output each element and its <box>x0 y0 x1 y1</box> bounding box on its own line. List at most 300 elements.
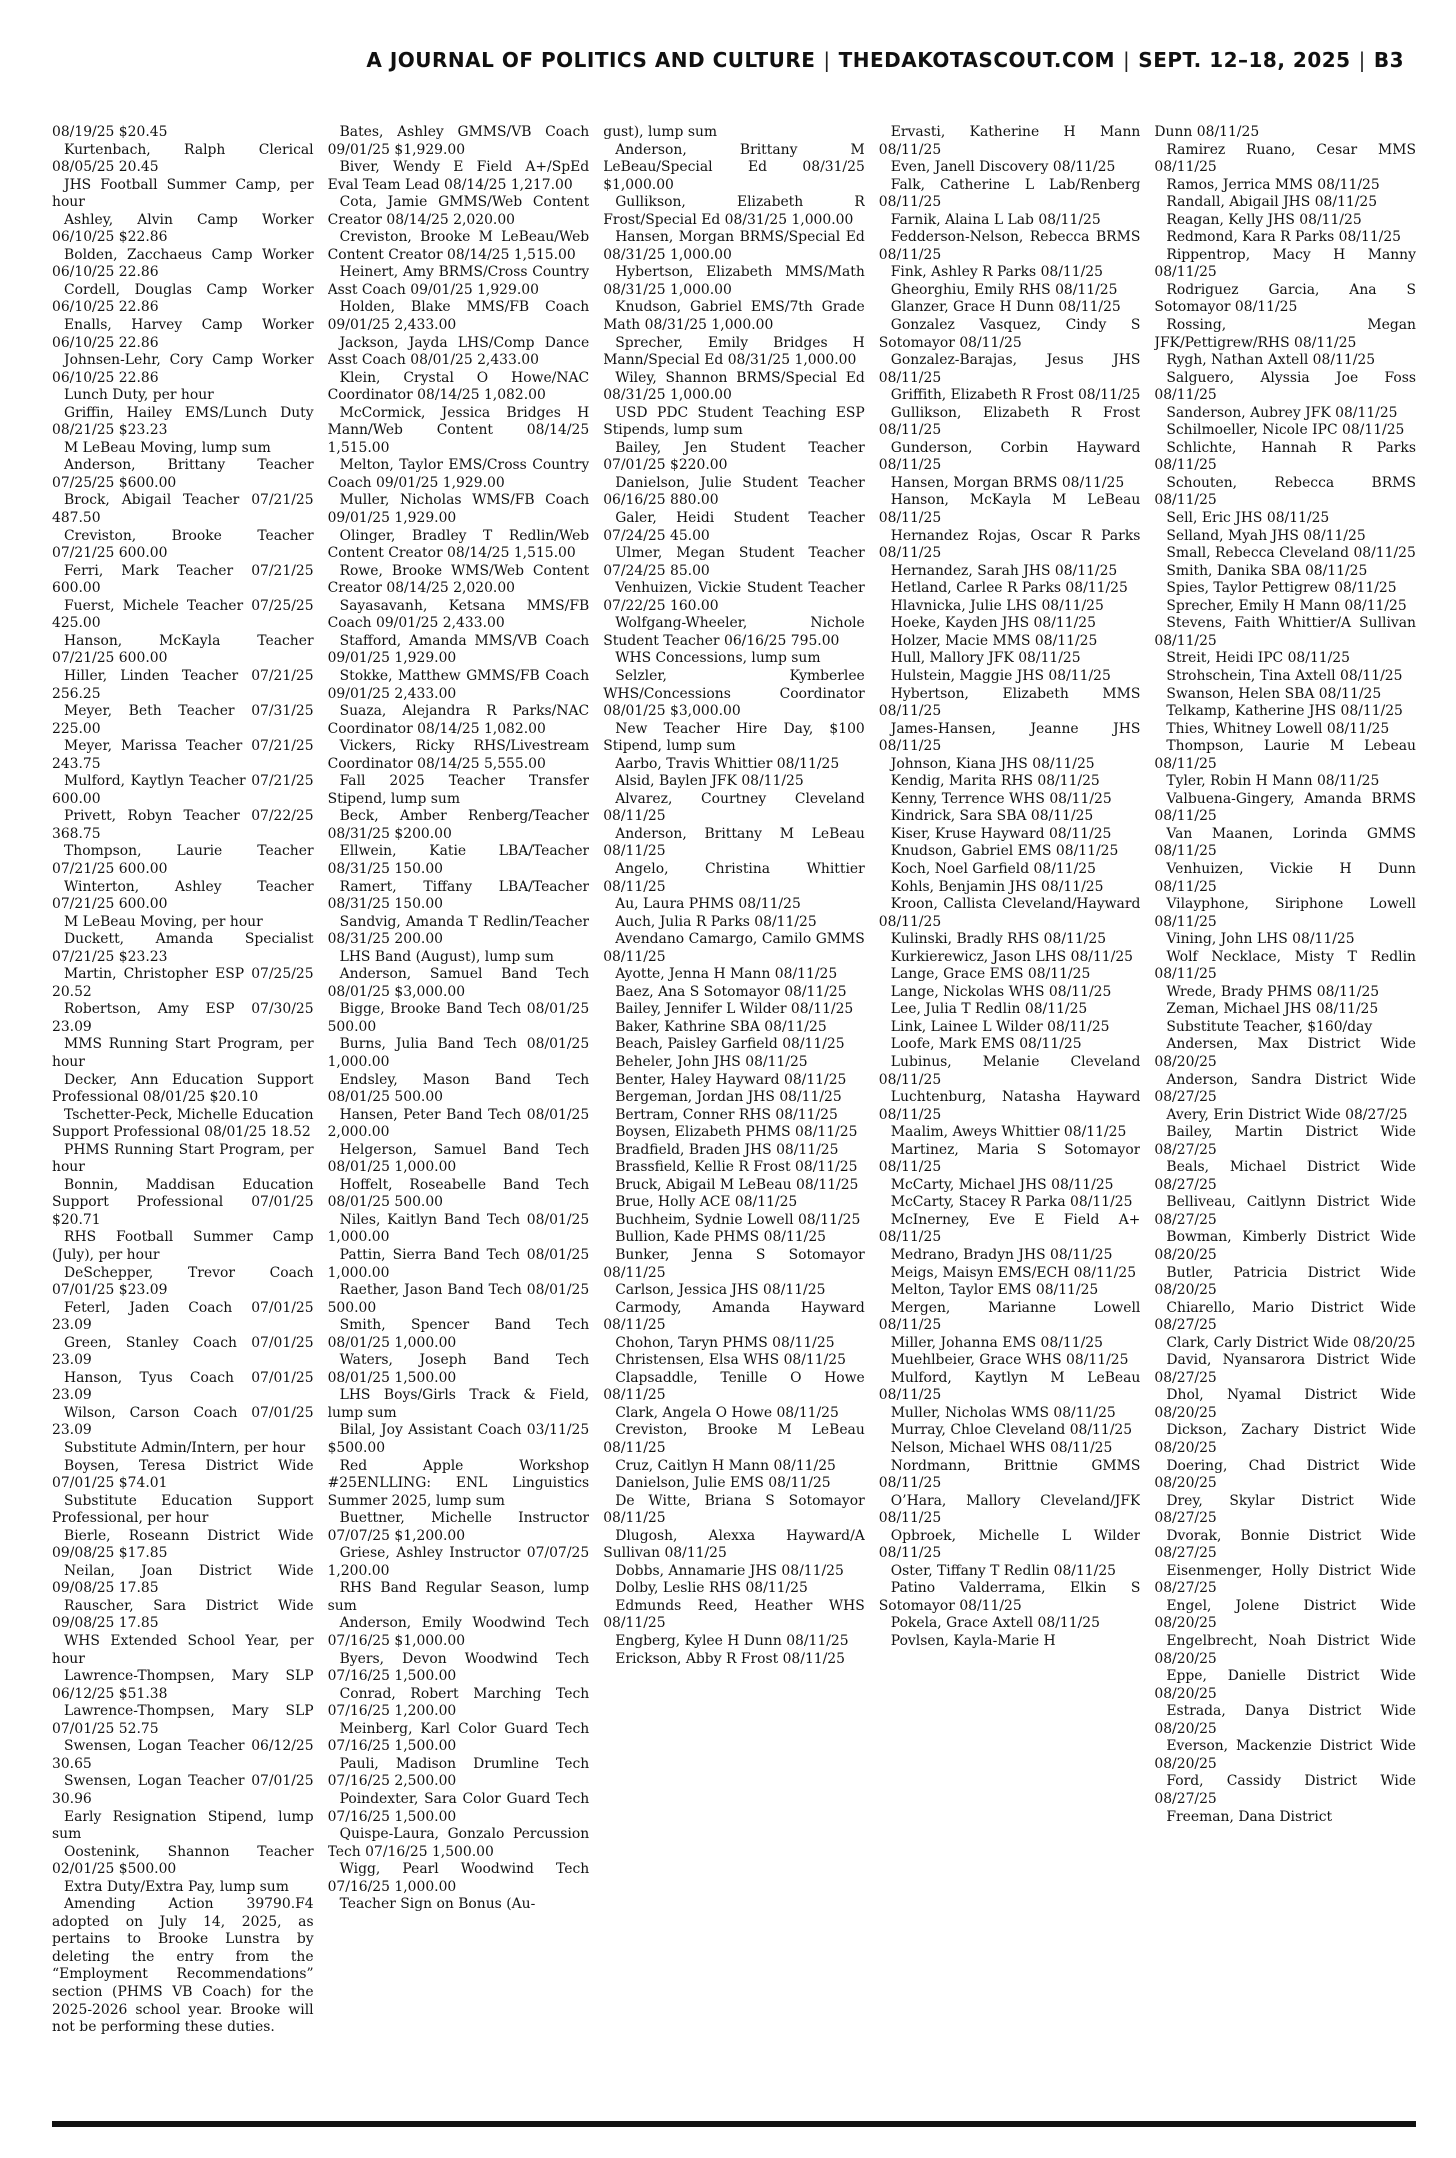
list-entry: Lange, Nickolas WHS 08/11/25 <box>890 983 1112 1000</box>
list-entry: Telkamp, Katherine JHS 08/11/25 <box>1166 703 1403 720</box>
list-entry: Boysen, Elizabeth PHMS 08/11/25 <box>615 1124 858 1141</box>
list-entry: Robertson, Amy ESP 07/30/25 23.09 <box>52 1001 314 1035</box>
list-entry: Ulmer, Megan Student Teacher 07/24/25 85.00 <box>603 545 865 579</box>
list-entry: Redmond, Kara R Parks 08/11/25 <box>1166 229 1402 246</box>
list-entry: McCormick, Jessica Bridges H Mann/Web Content 08/14/25 1,515.00 <box>327 404 590 456</box>
list-entry: Thompson, Laurie Teacher 07/21/25 600.00 <box>52 843 314 877</box>
list-entry: Everson, Mackenzie District Wide 08/20/25 <box>1154 1738 1416 1772</box>
list-entry: Reagan, Kelly JHS 08/11/25 <box>1166 211 1362 228</box>
list-entry: Lange, Grace EMS 08/11/25 <box>890 966 1091 983</box>
list-entry: Chiarello, Mario District Wide 08/27/25 <box>1154 1299 1416 1334</box>
list-entry: Smith, Danika SBA 08/11/25 <box>1166 562 1368 579</box>
list-entry: Holzer, Macie MMS 08/11/25 <box>890 632 1098 649</box>
list-entry: Hansen, Morgan BRMS/Special Ed 08/31/25 1,000.00 <box>603 229 865 263</box>
list-entry: Freeman, Dana District <box>1166 1808 1333 1825</box>
list-entry: Meigs, Maisyn EMS/ECH 08/11/25 <box>890 1264 1137 1281</box>
list-entry: Martinez, Maria S Sotomayor 08/11/25 <box>878 1141 1141 1176</box>
list-entry: Falk, Catherine L Lab/Renberg 08/11/25 <box>878 176 1141 211</box>
list-entry: Engberg, Kylee H Dunn 08/11/25 <box>615 1633 849 1650</box>
list-entry: Privett, Robyn Teacher 07/22/25 368.75 <box>52 808 314 842</box>
list-entry: Oostenink, Shannon Teacher 02/01/25 $500.00 <box>52 1843 314 1878</box>
list-entry: Red Apple Workshop #25ENLLING: ENL Linguistics Summer 2025, lump sum <box>327 1457 590 1509</box>
list-entry: Bilal, Joy Assistant Coach 03/11/25 $500.00 <box>327 1422 590 1457</box>
list-entry: Galer, Heidi Student Teacher 07/24/25 45.00 <box>603 510 865 544</box>
list-entry: Substitute Admin/Intern, per hour <box>64 1440 306 1457</box>
list-entry: Fedderson-Nelson, Rebecca BRMS 08/11/25 <box>878 229 1141 263</box>
list-entry: O’Hara, Mallory Cleveland/JFK 08/11/25 <box>878 1492 1141 1527</box>
list-entry: Au, Laura PHMS 08/11/25 <box>615 896 801 913</box>
list-entry: Helgerson, Samuel Band Tech 08/01/25 1,000.00 <box>327 1141 590 1176</box>
list-entry: Gunderson, Corbin Hayward 08/11/25 <box>878 439 1141 474</box>
list-entry: Cordell, Douglas Camp Worker 06/10/25 22.86 <box>52 281 314 316</box>
list-entry: Strohschein, Tina Axtell 08/11/25 <box>1166 667 1403 684</box>
list-entry: Pattin, Sierra Band Tech 08/01/25 1,000.00 <box>327 1247 590 1281</box>
list-entry: Andersen, Max District Wide 08/20/25 <box>1154 1036 1416 1070</box>
list-entry: Rowe, Brooke WMS/Web Content Creator 08/14/25 2,020.00 <box>327 562 590 597</box>
list-entry: Link, Lainee L Wilder 08/11/25 <box>890 1018 1110 1035</box>
list-entry: Bailey, Martin District Wide 08/27/25 <box>1154 1124 1416 1158</box>
list-entry: Thies, Whitney Lowell 08/11/25 <box>1166 720 1390 737</box>
list-entry: Muller, Nicholas WMS 08/11/25 <box>890 1404 1116 1421</box>
list-entry: Teacher Sign on Bonus (Au- <box>339 1896 536 1913</box>
list-entry: Angelo, Christina Whittier 08/11/25 <box>603 860 865 895</box>
list-entry: Hansen, Peter Band Tech 08/01/25 2,000.00 <box>327 1106 590 1141</box>
column-3 <box>603 124 865 2114</box>
list-entry: Tschetter-Peck, Michelle Education Support Professional 08/01/25 18.52 <box>52 1106 314 1141</box>
list-entry: Vickers, Ricky RHS/Livestream Coordinator 08/14/25 5,555.00 <box>327 738 590 772</box>
list-entry: Mergen, Marianne Lowell 08/11/25 <box>878 1299 1141 1334</box>
list-entry: Benter, Haley Hayward 08/11/25 <box>615 1071 847 1088</box>
list-entry: Amending Action 39790.F4 adopted on July 14, 2025, as pertains to Brooke Lunstra by deleting the entry from the “Employment Recommendations” section (PHMS VB Coach) for the 2025-2026 school year. Brooke will not be performing these duties. <box>52 1896 314 2036</box>
list-entry: Venhuizen, Vickie Student Teacher 07/22/25 160.00 <box>603 580 865 614</box>
list-entry: Knudson, Gabriel EMS/7th Grade Math 08/31/25 1,000.00 <box>603 299 865 334</box>
list-entry: Christensen, Elsa WHS 08/11/25 <box>615 1352 846 1369</box>
list-entry: Spies, Taylor Pettigrew 08/11/25 <box>1166 580 1397 597</box>
list-entry: Anderson, Samuel Band Tech 08/01/25 $3,000.00 <box>327 966 590 1000</box>
list-entry: Kroon, Callista Cleveland/Hayward 08/11/25 <box>878 896 1141 930</box>
list-entry: Bertram, Conner RHS 08/11/25 <box>615 1106 838 1123</box>
list-entry: Danielson, Julie Student Teacher 06/16/25 880.00 <box>603 474 865 509</box>
list-entry: Van Maanen, Lorinda GMMS 08/11/25 <box>1154 825 1416 860</box>
list-entry: Hoffelt, Roseabelle Band Tech 08/01/25 500.00 <box>327 1176 590 1211</box>
list-entry: Bailey, Jen Student Teacher 07/01/25 $220.00 <box>603 439 865 474</box>
list-entry: Engel, Jolene District Wide 08/20/25 <box>1154 1597 1416 1632</box>
list-entry: Gheorghiu, Emily RHS 08/11/25 <box>890 281 1118 298</box>
list-entry: Bates, Ashley GMMS/VB Coach 09/01/25 $1,929.00 <box>327 124 590 158</box>
list-entry: Hoeke, Kayden JHS 08/11/25 <box>890 615 1096 632</box>
list-entry: Griffith, Elizabeth R Frost 08/11/25 <box>890 387 1141 404</box>
list-entry: Nordmann, Brittnie GMMS 08/11/25 <box>878 1457 1141 1492</box>
list-entry: Dobbs, Annamarie JHS 08/11/25 <box>615 1562 844 1579</box>
list-entry: Raether, Jason Band Tech 08/01/25 500.00 <box>327 1282 590 1316</box>
journal-title: A JOURNAL OF POLITICS AND CULTURE <box>366 48 816 72</box>
list-entry: Beals, Michael District Wide 08/27/25 <box>1154 1159 1416 1193</box>
list-entry: Muller, Nicholas WMS/FB Coach 09/01/25 1,929.00 <box>327 492 590 527</box>
list-entry: Brue, Holly ACE 08/11/25 <box>615 1194 798 1211</box>
issue-date: SEPT. 12–18, 2025 <box>1138 48 1351 72</box>
list-entry: Decker, Ann Education Support Professional 08/01/25 $20.10 <box>52 1071 314 1106</box>
list-entry: Opbroek, Michelle L Wilder 08/11/25 <box>878 1527 1141 1562</box>
list-entry: Beheler, John JHS 08/11/25 <box>615 1053 808 1070</box>
list-entry: Tyler, Robin H Mann 08/11/25 <box>1166 773 1380 790</box>
list-entry: Alvarez, Courtney Cleveland 08/11/25 <box>603 790 865 825</box>
list-entry: 08/19/25 $20.45 <box>52 124 168 140</box>
list-entry: Wolf Necklace, Misty T Redlin 08/11/25 <box>1154 948 1416 983</box>
list-entry: Baker, Kathrine SBA 08/11/25 <box>615 1018 827 1035</box>
list-entry: Boysen, Teresa District Wide 07/01/25 $74.01 <box>52 1457 314 1492</box>
list-entry: M LeBeau Moving, per hour <box>64 913 263 930</box>
list-entry: Schilmoeller, Nicole IPC 08/11/25 <box>1166 422 1405 439</box>
list-entry: USD PDC Student Teaching ESP Stipends, lump sum <box>603 404 865 439</box>
list-entry: Gonzalez Vasquez, Cindy S Sotomayor 08/11/25 <box>878 317 1141 351</box>
list-entry: David, Nyansarora District Wide 08/27/25 <box>1154 1352 1416 1386</box>
list-entry: Niles, Kaitlyn Band Tech 08/01/25 1,000.00 <box>327 1211 590 1246</box>
site-name: THEDAKOTASCOUT.COM <box>838 48 1116 72</box>
list-entry: Estrada, Danya District Wide 08/20/25 <box>1154 1703 1416 1737</box>
list-entry: Brock, Abigail Teacher 07/21/25 487.50 <box>52 492 314 527</box>
list-entry: Sprecher, Emily Bridges H Mann/Special Ed 08/31/25 1,000.00 <box>603 334 865 369</box>
list-entry: Kenny, Terrence WHS 08/11/25 <box>890 790 1112 807</box>
list-entry: Danielson, Julie EMS 08/11/25 <box>615 1475 831 1492</box>
list-entry: Eisenmenger, Holly District Wide 08/27/25 <box>1154 1562 1416 1597</box>
list-entry: Anderson, Emily Woodwind Tech 07/16/25 $1,000.00 <box>327 1615 590 1650</box>
list-entry: Rodriguez Garcia, Ana S Sotomayor 08/11/25 <box>1154 281 1416 316</box>
list-entry: Schlichte, Hannah R Parks 08/11/25 <box>1154 439 1416 474</box>
list-entry: Rygh, Nathan Axtell 08/11/25 <box>1166 352 1376 369</box>
header-separator: | <box>823 48 831 72</box>
list-entry: Engelbrecht, Noah District Wide 08/20/25 <box>1154 1633 1416 1667</box>
list-entry: Dlugosh, Alexxa Hayward/A Sullivan 08/11/25 <box>603 1527 865 1562</box>
list-entry: Nelson, Michael WHS 08/11/25 <box>890 1440 1113 1457</box>
list-entry: Buettner, Michelle Instructor 07/07/25 $1,200.00 <box>327 1510 590 1544</box>
list-entry: Creviston, Brooke Teacher 07/21/25 600.00 <box>52 527 314 562</box>
list-entry: Small, Rebecca Cleveland 08/11/25 <box>1166 545 1416 562</box>
list-entry: Hybertson, Elizabeth MMS/Math 08/31/25 1,000.00 <box>603 264 865 298</box>
list-entry: Dickson, Zachary District Wide 08/20/25 <box>1154 1422 1416 1457</box>
list-entry: Quispe-Laura, Gonzalo Percussion Tech 07/16/25 1,500.00 <box>327 1826 590 1860</box>
list-entry: Suaza, Alejandra R Parks/NAC Coordinator 08/14/25 1,082.00 <box>327 703 590 737</box>
footer-rule <box>52 2121 1416 2127</box>
list-entry: Extra Duty/Extra Pay, lump sum <box>64 1878 289 1895</box>
list-entry: Ferri, Mark Teacher 07/21/25 600.00 <box>52 562 314 597</box>
list-entry: Johnsen-Lehr, Cory Camp Worker 06/10/25 22.86 <box>52 352 314 386</box>
list-entry: Mulford, Kaytlyn Teacher 07/21/25 600.00 <box>52 773 314 807</box>
list-entry: Bierle, Roseann District Wide 09/08/25 $17.85 <box>52 1527 314 1562</box>
column-5 <box>1154 124 1416 2114</box>
list-entry: Buchheim, Sydnie Lowell 08/11/25 <box>615 1211 861 1228</box>
list-entry: Hetland, Carlee R Parks 08/11/25 <box>890 580 1128 597</box>
list-entry: Povlsen, Kayla-Marie H <box>890 1633 1056 1650</box>
list-entry: Enalls, Harvey Camp Worker 06/10/25 22.86 <box>52 317 314 351</box>
list-entry: LHS Band (August), lump sum <box>339 948 554 965</box>
list-entry: Wigg, Pearl Woodwind Tech 07/16/25 1,000.00 <box>327 1861 590 1895</box>
list-entry: Johnson, Kiana JHS 08/11/25 <box>890 755 1095 772</box>
list-entry: Anderson, Brittany M LeBeau 08/11/25 <box>603 825 865 860</box>
list-entry: Schouten, Rebecca BRMS 08/11/25 <box>1154 474 1416 509</box>
list-entry: Hernandez Rojas, Oscar R Parks 08/11/25 <box>878 527 1141 562</box>
list-entry: Sayasavanh, Ketsana MMS/FB Coach 09/01/25 2,433.00 <box>327 597 590 632</box>
list-entry: Fall 2025 Teacher Transfer Stipend, lump sum <box>327 773 590 807</box>
list-entry: Neilan, Joan District Wide 09/08/25 17.85 <box>52 1562 314 1597</box>
list-entry: Biver, Wendy E Field A+/SpEd Eval Team Lead 08/14/25 1,217.00 <box>327 159 590 193</box>
list-entry: Bolden, Zacchaeus Camp Worker 06/10/25 22.86 <box>52 246 314 281</box>
list-entry: Anderson, Brittany Teacher 07/25/25 $600.00 <box>52 457 314 491</box>
list-entry: Streit, Heidi IPC 08/11/25 <box>1166 650 1350 667</box>
list-entry: Substitute Teacher, $160/day <box>1166 1018 1373 1035</box>
list-entry: Kendig, Marita RHS 08/11/25 <box>890 773 1100 790</box>
list-entry: Duckett, Amanda Specialist 07/21/25 $23.23 <box>52 931 314 965</box>
list-entry: Green, Stanley Coach 07/01/25 23.09 <box>52 1334 314 1369</box>
list-entry: Even, Janell Discovery 08/11/25 <box>890 159 1116 176</box>
list-entry: McInerney, Eve E Field A+ 08/11/25 <box>878 1211 1141 1246</box>
list-entry: Wiley, Shannon BRMS/Special Ed 08/31/25 1,000.00 <box>603 369 865 404</box>
list-entry: Bunker, Jenna S Sotomayor 08/11/25 <box>603 1247 865 1281</box>
list-entry: Dunn 08/11/25 <box>1154 124 1260 140</box>
list-entry: Dolby, Leslie RHS 08/11/25 <box>615 1580 808 1597</box>
list-entry: Miller, Johanna EMS 08/11/25 <box>890 1334 1103 1351</box>
list-entry: Medrano, Bradyn JHS 08/11/25 <box>890 1247 1113 1263</box>
list-entry: Melton, Taylor EMS 08/11/25 <box>890 1282 1099 1299</box>
list-entry: Hull, Mallory JFK 08/11/25 <box>890 650 1081 667</box>
list-entry: Kulinski, Bradly RHS 08/11/25 <box>890 931 1107 948</box>
list-entry: Feterl, Jaden Coach 07/01/25 23.09 <box>52 1299 314 1334</box>
list-entry: Patino Valderrama, Elkin S Sotomayor 08/11/25 <box>878 1580 1141 1614</box>
page-header <box>0 48 1404 72</box>
list-entry: Griffin, Hailey EMS/Lunch Duty 08/21/25 $23.23 <box>52 404 314 439</box>
list-entry: Anderson, Brittany M LeBeau/Special Ed 08/31/25 $1,000.00 <box>603 141 865 193</box>
list-entry: Gullikson, Elizabeth R Frost 08/11/25 <box>878 404 1141 439</box>
list-entry: Vilayphone, Siriphone Lowell 08/11/25 <box>1154 896 1416 930</box>
list-entry: Lawrence-Thompsen, Mary SLP 07/01/25 52.75 <box>52 1703 314 1737</box>
list-entry: WHS Extended School Year, per hour <box>52 1633 314 1667</box>
list-entry: Baez, Ana S Sotomayor 08/11/25 <box>615 983 847 1000</box>
list-entry: Swanson, Helen SBA 08/11/25 <box>1166 685 1382 702</box>
list-entry: Bradfield, Braden JHS 08/11/25 <box>615 1141 839 1158</box>
list-entry: Clark, Angela O Howe 08/11/25 <box>615 1404 839 1421</box>
list-entry: Waters, Joseph Band Tech 08/01/25 1,500.00 <box>327 1352 590 1386</box>
list-entry: Endsley, Mason Band Tech 08/01/25 500.00 <box>327 1071 590 1106</box>
list-entry: Kindrick, Sara SBA 08/11/25 <box>890 808 1094 825</box>
list-entry: Hernandez, Sarah JHS 08/11/25 <box>890 562 1118 579</box>
page-number: B3 <box>1373 48 1404 72</box>
list-entry: Olinger, Bradley T Redlin/Web Content Creator 08/14/25 1,515.00 <box>327 527 590 562</box>
list-entry: RHS Band Regular Season, lump sum <box>327 1580 590 1614</box>
list-entry: Wilson, Carson Coach 07/01/25 23.09 <box>52 1404 314 1439</box>
list-entry: JHS Football Summer Camp, per hour <box>52 176 314 211</box>
list-entry: McCarty, Michael JHS 08/11/25 <box>890 1176 1114 1193</box>
list-entry: Byers, Devon Woodwind Tech 07/16/25 1,500.00 <box>327 1650 590 1685</box>
list-entry: Pokela, Grace Axtell 08/11/25 <box>890 1615 1100 1632</box>
column-1 <box>52 124 314 2114</box>
list-entry: Carlson, Jessica JHS 08/11/25 <box>615 1282 826 1299</box>
list-entry: Hanson, Tyus Coach 07/01/25 23.09 <box>52 1369 314 1404</box>
list-entry: Stokke, Matthew GMMS/FB Coach 09/01/25 2,433.00 <box>327 667 590 702</box>
list-entry: Fuerst, Michele Teacher 07/25/25 425.00 <box>52 597 314 632</box>
list-entry: Lubinus, Melanie Cleveland 08/11/25 <box>878 1053 1141 1088</box>
list-entry: Rippentrop, Macy H Manny 08/11/25 <box>1154 246 1416 281</box>
list-entry: Jackson, Jayda LHS/Comp Dance Asst Coach 08/01/25 2,433.00 <box>327 334 590 369</box>
list-entry: Vining, John LHS 08/11/25 <box>1166 931 1355 948</box>
list-entry: Hanson, McKayla M LeBeau 08/11/25 <box>878 492 1141 527</box>
list-entry: Kiser, Kruse Hayward 08/11/25 <box>890 825 1112 842</box>
list-entry: Hybertson, Elizabeth MMS 08/11/25 <box>878 685 1141 720</box>
list-entry: Stevens, Faith Whittier/A Sullivan 08/11/25 <box>1154 615 1416 649</box>
list-entry: New Teacher Hire Day, $100 Stipend, lump sum <box>603 720 865 755</box>
list-entry: Ramirez Ruano, Cesar MMS 08/11/25 <box>1154 141 1416 176</box>
list-entry: Auch, Julia R Parks 08/11/25 <box>615 913 817 930</box>
list-entry: Sanderson, Aubrey JFK 08/11/25 <box>1166 404 1398 421</box>
list-entry: Kurkierewicz, Jason LHS 08/11/25 <box>890 948 1133 965</box>
list-entry: Kurtenbach, Ralph Clerical 08/05/25 20.45 <box>52 141 314 176</box>
list-entry: Sprecher, Emily H Mann 08/11/25 <box>1166 597 1407 614</box>
list-entry: Martin, Christopher ESP 07/25/25 20.52 <box>52 966 314 1000</box>
list-entry: Dhol, Nyamal District Wide 08/20/25 <box>1154 1387 1416 1421</box>
list-entry: McCarty, Stacey R Parka 08/11/25 <box>890 1194 1133 1211</box>
list-entry: Salguero, Alyssia Joe Foss 08/11/25 <box>1154 369 1416 404</box>
list-entry: Sell, Eric JHS 08/11/25 <box>1166 510 1330 527</box>
list-entry: Venhuizen, Vickie H Dunn 08/11/25 <box>1154 860 1416 895</box>
header-separator: | <box>1358 48 1366 72</box>
list-entry: Griese, Ashley Instructor 07/07/25 1,200.00 <box>327 1545 590 1579</box>
list-entry: Carmody, Amanda Hayward 08/11/25 <box>603 1299 865 1334</box>
list-entry: DeSchepper, Trevor Coach 07/01/25 $23.09 <box>52 1264 314 1299</box>
list-entry: Wrede, Brady PHMS 08/11/25 <box>1166 983 1380 1000</box>
list-entry: Anderson, Sandra District Wide 08/27/25 <box>1154 1071 1416 1106</box>
list-entry: Oster, Tiffany T Redlin 08/11/25 <box>890 1562 1116 1579</box>
list-entry: Conrad, Robert Marching Tech 07/16/25 1,200.00 <box>327 1685 590 1720</box>
list-entry: Hulstein, Maggie JHS 08/11/25 <box>890 667 1111 684</box>
list-entry: Loofe, Mark EMS 08/11/25 <box>890 1036 1082 1053</box>
list-entry: Luchtenburg, Natasha Hayward 08/11/25 <box>878 1089 1141 1123</box>
list-entry: Murray, Chloe Cleveland 08/11/25 <box>890 1422 1133 1439</box>
list-entry: Selzler, Kymberlee WHS/Concessions Coordinator 08/01/25 $3,000.00 <box>603 667 865 720</box>
list-entry: Gonzalez-Barajas, Jesus JHS 08/11/25 <box>878 352 1141 386</box>
list-entry: Wolfgang-Wheeler, Nichole Student Teacher 06/16/25 795.00 <box>603 615 865 649</box>
list-entry: Swensen, Logan Teacher 06/12/25 30.65 <box>52 1738 314 1772</box>
list-entry: Sandvig, Amanda T Redlin/Teacher 08/31/25 200.00 <box>327 913 590 948</box>
list-entry: Meyer, Marissa Teacher 07/21/25 243.75 <box>52 738 314 772</box>
list-entry: Clark, Carly District Wide 08/20/25 <box>1166 1334 1416 1351</box>
list-entry: De Witte, Briana S Sotomayor 08/11/25 <box>603 1492 865 1527</box>
list-entry: Early Resignation Stipend, lump sum <box>52 1808 314 1843</box>
list-entry: Hiller, Linden Teacher 07/21/25 256.25 <box>52 667 314 702</box>
list-entry: Muehlbeier, Grace WHS 08/11/25 <box>890 1352 1129 1369</box>
list-entry: Mulford, Kaytlyn M LeBeau 08/11/25 <box>878 1369 1141 1404</box>
list-entry: LHS Boys/Girls Track & Field, lump sum <box>327 1387 590 1421</box>
list-entry: Cota, Jamie GMMS/Web Content Creator 08/14/25 2,020.00 <box>327 194 590 228</box>
list-entry: Kohls, Benjamin JHS 08/11/25 <box>890 878 1104 895</box>
header-separator: | <box>1123 48 1131 72</box>
list-entry: Doering, Chad District Wide 08/20/25 <box>1154 1457 1416 1492</box>
list-entry: MMS Running Start Program, per hour <box>52 1036 314 1070</box>
list-entry: Substitute Education Support Professional, per hour <box>52 1492 314 1527</box>
list-entry: gust), lump sum <box>603 124 718 140</box>
list-entry: M LeBeau Moving, lump sum <box>64 439 271 456</box>
list-entry: Pauli, Madison Drumline Tech 07/16/25 2,500.00 <box>327 1755 590 1790</box>
list-entry: Avery, Erin District Wide 08/27/25 <box>1166 1106 1408 1123</box>
list-entry: Thompson, Laurie M Lebeau 08/11/25 <box>1154 738 1416 772</box>
list-entry: Heinert, Amy BRMS/Cross Country Asst Coach 09/01/25 1,929.00 <box>327 264 590 298</box>
article-columns <box>52 124 1416 2114</box>
column-2 <box>328 124 590 2114</box>
list-entry: Poindexter, Sara Color Guard Tech 07/16/25 1,500.00 <box>327 1790 590 1825</box>
list-entry: Knudson, Gabriel EMS 08/11/25 <box>890 843 1119 860</box>
list-entry: Creviston, Brooke M LeBeau/Web Content Creator 08/14/25 1,515.00 <box>327 229 590 263</box>
list-entry: Rauscher, Sara District Wide 09/08/25 17.85 <box>52 1597 314 1632</box>
list-entry: PHMS Running Start Program, per hour <box>52 1141 314 1176</box>
list-entry: Randall, Abigail JHS 08/11/25 <box>1166 194 1378 211</box>
column-4 <box>879 124 1141 2114</box>
list-entry: Cruz, Caitlyn H Mann 08/11/25 <box>615 1457 836 1474</box>
list-entry: Valbuena-Gingery, Amanda BRMS 08/11/25 <box>1154 790 1416 825</box>
list-entry: Meinberg, Karl Color Guard Tech 07/16/25 1,500.00 <box>327 1720 590 1755</box>
list-entry: Ervasti, Katherine H Mann 08/11/25 <box>878 124 1141 158</box>
list-entry: Alsid, Baylen JFK 08/11/25 <box>615 773 804 790</box>
list-entry: Ford, Cassidy District Wide 08/27/25 <box>1154 1773 1416 1807</box>
list-entry: Beck, Amber Renberg/Teacher 08/31/25 $200.00 <box>327 808 590 842</box>
list-entry: Avendano Camargo, Camilo GMMS 08/11/25 <box>603 931 865 965</box>
list-entry: Bowman, Kimberly District Wide 08/20/25 <box>1154 1229 1416 1263</box>
list-entry: Bullion, Kade PHMS 08/11/25 <box>615 1229 826 1246</box>
list-entry: Koch, Noel Garfield 08/11/25 <box>890 860 1096 877</box>
list-entry: Meyer, Beth Teacher 07/31/25 225.00 <box>52 703 314 737</box>
list-entry: Burns, Julia Band Tech 08/01/25 1,000.00 <box>327 1036 590 1070</box>
list-entry: Glanzer, Grace H Dunn 08/11/25 <box>890 299 1121 316</box>
list-entry: Ellwein, Katie LBA/Teacher 08/31/25 150.00 <box>327 843 590 877</box>
list-entry: Lee, Julia T Redlin 08/11/25 <box>890 1001 1088 1018</box>
list-entry: Edmunds Reed, Heather WHS 08/11/25 <box>603 1597 865 1632</box>
list-entry: Dvorak, Bonnie District Wide 08/27/25 <box>1154 1527 1416 1562</box>
list-entry: Stafford, Amanda MMS/VB Coach 09/01/25 1,929.00 <box>327 632 590 667</box>
list-entry: Hanson, McKayla Teacher 07/21/25 600.00 <box>52 632 314 667</box>
list-entry: Winterton, Ashley Teacher 07/21/25 600.00 <box>52 878 314 913</box>
list-entry: Ashley, Alvin Camp Worker 06/10/25 $22.86 <box>52 211 314 246</box>
list-entry: Belliveau, Caitlynn District Wide 08/27/25 <box>1154 1194 1416 1228</box>
list-entry: Eppe, Danielle District Wide 08/20/25 <box>1154 1668 1416 1702</box>
list-entry: Aarbo, Travis Whittier 08/11/25 <box>615 755 840 772</box>
list-entry: Melton, Taylor EMS/Cross Country Coach 09/01/25 1,929.00 <box>327 457 590 491</box>
list-entry: Hansen, Morgan BRMS 08/11/25 <box>890 474 1125 491</box>
list-entry: Bonnin, Maddisan Education Support Professional 07/01/25 $20.71 <box>52 1176 314 1228</box>
list-entry: James-Hansen, Jeanne JHS 08/11/25 <box>878 720 1141 755</box>
list-entry: Lunch Duty, per hour <box>64 387 214 404</box>
list-entry: Drey, Skylar District Wide 08/27/25 <box>1154 1492 1416 1527</box>
list-entry: Chohon, Taryn PHMS 08/11/25 <box>615 1334 835 1351</box>
list-entry: Klein, Crystal O Howe/NAC Coordinator 08/14/25 1,082.00 <box>327 369 590 404</box>
list-entry: Zeman, Michael JHS 08/11/25 <box>1166 1001 1379 1018</box>
list-entry: Ayotte, Jenna H Mann 08/11/25 <box>615 966 838 983</box>
list-entry: Hlavnicka, Julie LHS 08/11/25 <box>890 597 1104 614</box>
list-entry: Clapsaddle, Tenille O Howe 08/11/25 <box>603 1369 865 1404</box>
list-entry: Maalim, Aweys Whittier 08/11/25 <box>890 1124 1127 1141</box>
list-entry: Gullikson, Elizabeth R Frost/Special Ed 08/31/25 1,000.00 <box>603 194 865 228</box>
list-entry: Brassfield, Kellie R Frost 08/11/25 <box>615 1159 858 1176</box>
list-entry: WHS Concessions, lump sum <box>615 650 821 667</box>
list-entry: Erickson, Abby R Frost 08/11/25 <box>615 1650 845 1667</box>
list-entry: Ramos, Jerrica MMS 08/11/25 <box>1166 176 1380 193</box>
list-entry: Bruck, Abigail M LeBeau 08/11/25 <box>615 1176 859 1193</box>
list-entry: Bergeman, Jordan JHS 08/11/25 <box>615 1089 842 1106</box>
list-entry: Fink, Ashley R Parks 08/11/25 <box>890 264 1103 281</box>
list-entry: Butler, Patricia District Wide 08/20/25 <box>1154 1264 1416 1299</box>
list-entry: Selland, Myah JHS 08/11/25 <box>1166 527 1366 544</box>
list-entry: Farnik, Alaina L Lab 08/11/25 <box>890 211 1101 228</box>
list-entry: Beach, Paisley Garfield 08/11/25 <box>615 1036 845 1053</box>
list-entry: Swensen, Logan Teacher 07/01/25 30.96 <box>52 1773 314 1807</box>
list-entry: Smith, Spencer Band Tech 08/01/25 1,000.00 <box>327 1317 590 1351</box>
list-entry: Rossing, Megan JFK/Pettigrew/RHS 08/11/25 <box>1154 317 1416 351</box>
list-entry: Bigge, Brooke Band Tech 08/01/25 500.00 <box>327 1001 590 1035</box>
